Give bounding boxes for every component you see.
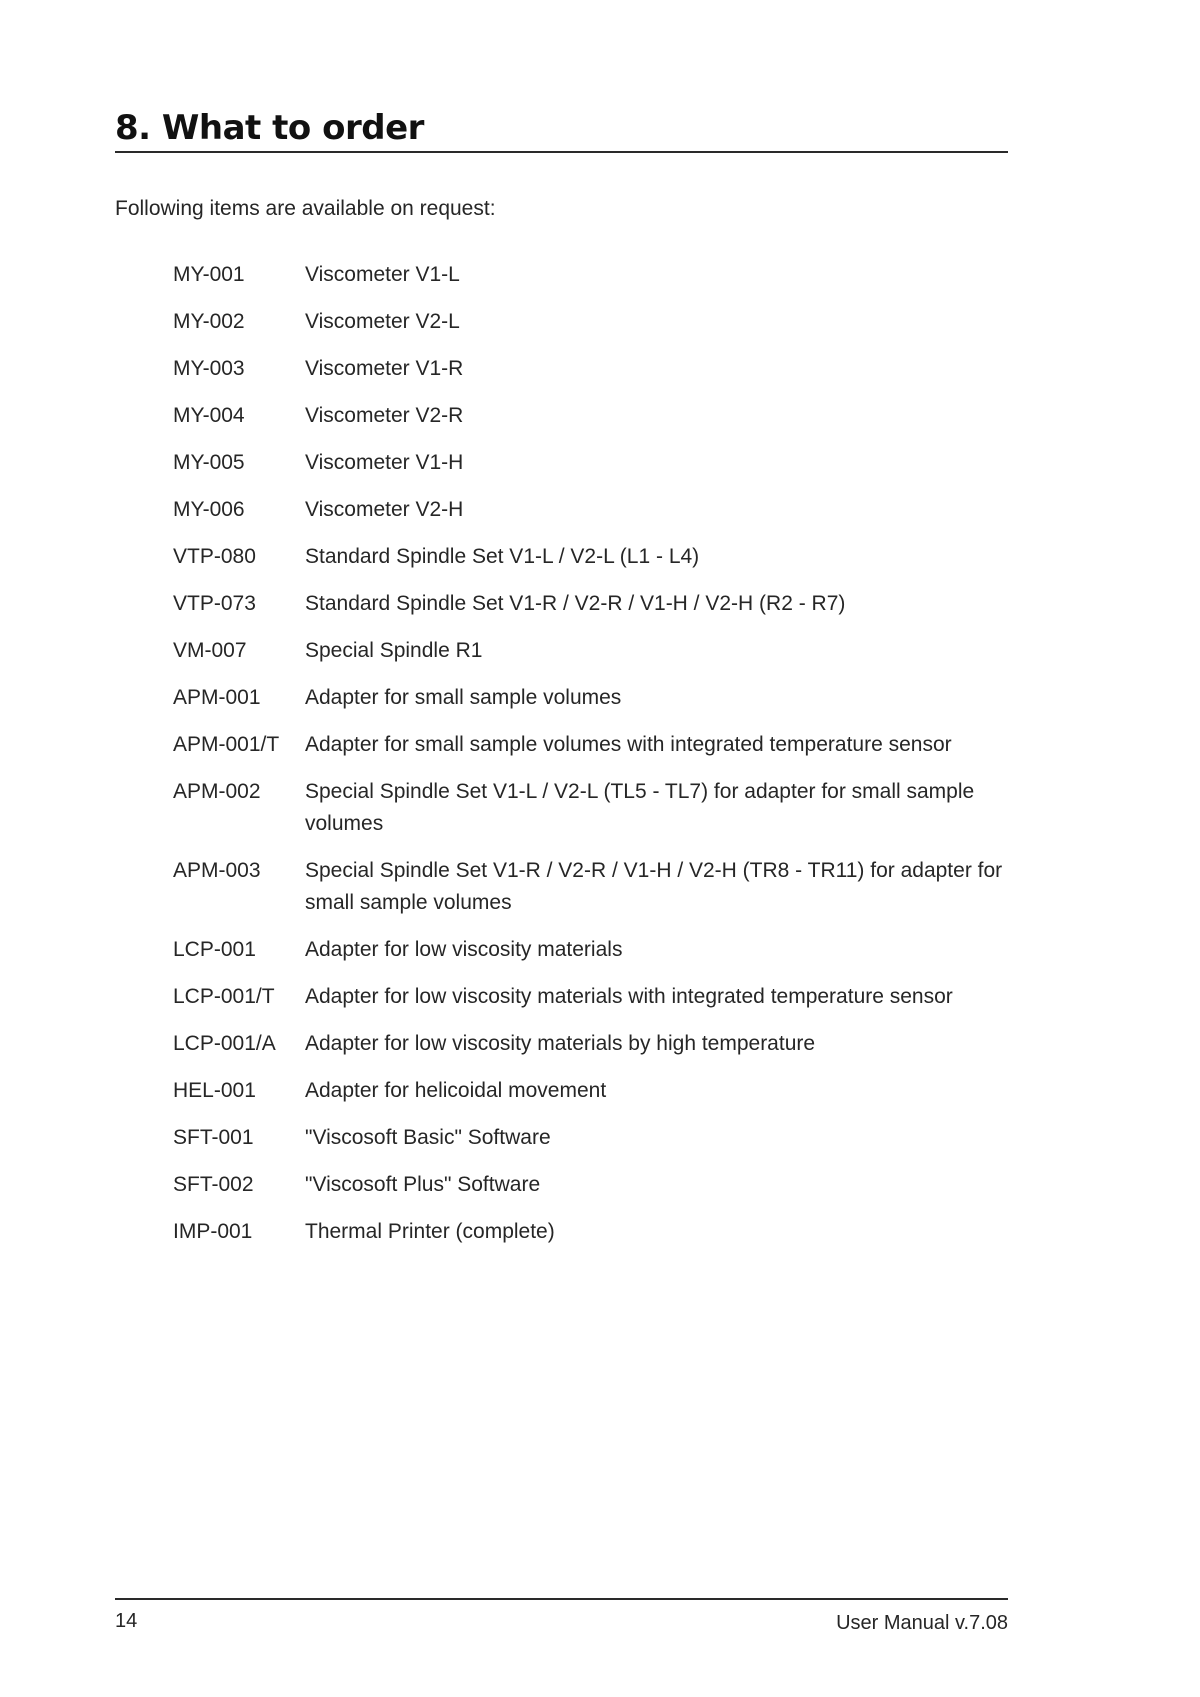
order-item [173,259,1013,291]
item-description: Standard Spindle Set V1-L / V2-L (L1 - L4) [305,545,700,568]
manual-version: User Manual v.7.08 [836,1612,1008,1634]
item-description: Thermal Printer (complete) [305,1220,555,1243]
order-item [173,447,1013,479]
order-item [173,635,1013,667]
item-description: Adapter for low viscosity materials with integrated temperature sensor [305,985,953,1008]
order-item [173,981,1013,1013]
order-item [173,306,1013,338]
item-code: APM-001 [173,686,261,709]
order-item [173,1075,1013,1107]
order-item [173,1216,1013,1248]
item-description: Adapter for small sample volumes [305,686,622,709]
item-description: Adapter for low viscosity materials by high temperature [305,1032,816,1055]
footer-divider [115,1598,1008,1600]
item-code: MY-001 [173,263,245,286]
item-description: Viscometer V1-L [305,263,460,286]
page-number: 14 [115,1610,138,1632]
item-description: Special Spindle Set V1-R / V2-R / V1-H / V2-H (TR8 - TR11) for adapter for small sample volumes [305,859,1003,914]
item-code: HEL-001 [173,1079,256,1102]
item-code: MY-004 [173,404,245,427]
item-description: Adapter for low viscosity materials [305,938,623,961]
item-description: Special Spindle R1 [305,639,483,662]
item-code: MY-006 [173,498,245,521]
order-item [173,494,1013,526]
order-item [173,855,1013,919]
order-items-list [173,259,1013,1263]
item-code: LCP-001/A [173,1032,276,1055]
order-item [173,729,1013,761]
title-divider [115,151,1008,153]
item-code: APM-003 [173,859,261,882]
intro-text: Following items are available on request: [115,197,496,220]
item-code: LCP-001/T [173,985,275,1008]
item-description: Adapter for small sample volumes with integrated temperature sensor [305,733,952,756]
order-item [173,353,1013,385]
item-code: MY-003 [173,357,245,380]
item-code: IMP-001 [173,1220,253,1243]
order-item [173,588,1013,620]
item-description: Viscometer V2-H [305,498,464,521]
item-code: SFT-002 [173,1173,254,1196]
item-description: Viscometer V2-R [305,404,464,427]
item-description: Standard Spindle Set V1-R / V2-R / V1-H / V2-H (R2 - R7) [305,592,846,615]
item-description: "Viscosoft Plus" Software [305,1173,541,1196]
item-description: Special Spindle Set V1-L / V2-L (TL5 - TL7) for adapter for small sample volumes [305,780,975,835]
item-description: Viscometer V1-H [305,451,464,474]
order-item [173,1028,1013,1060]
order-item [173,1122,1013,1154]
order-item [173,400,1013,432]
item-description: Adapter for helicoidal movement [305,1079,607,1102]
order-item [173,682,1013,714]
item-code: MY-002 [173,310,245,333]
item-code: VTP-080 [173,545,256,568]
item-code: MY-005 [173,451,245,474]
page-title: 8. What to order [115,108,424,148]
order-item [173,1169,1013,1201]
item-code: APM-001/T [173,733,280,756]
item-description: "Viscosoft Basic" Software [305,1126,551,1149]
order-item [173,776,1013,840]
item-code: VM-007 [173,639,247,662]
item-code: APM-002 [173,780,261,803]
order-item [173,934,1013,966]
item-description: Viscometer V1-R [305,357,464,380]
item-code: VTP-073 [173,592,256,615]
item-code: LCP-001 [173,938,256,961]
item-code: SFT-001 [173,1126,254,1149]
order-item [173,541,1013,573]
item-description: Viscometer V2-L [305,310,460,333]
